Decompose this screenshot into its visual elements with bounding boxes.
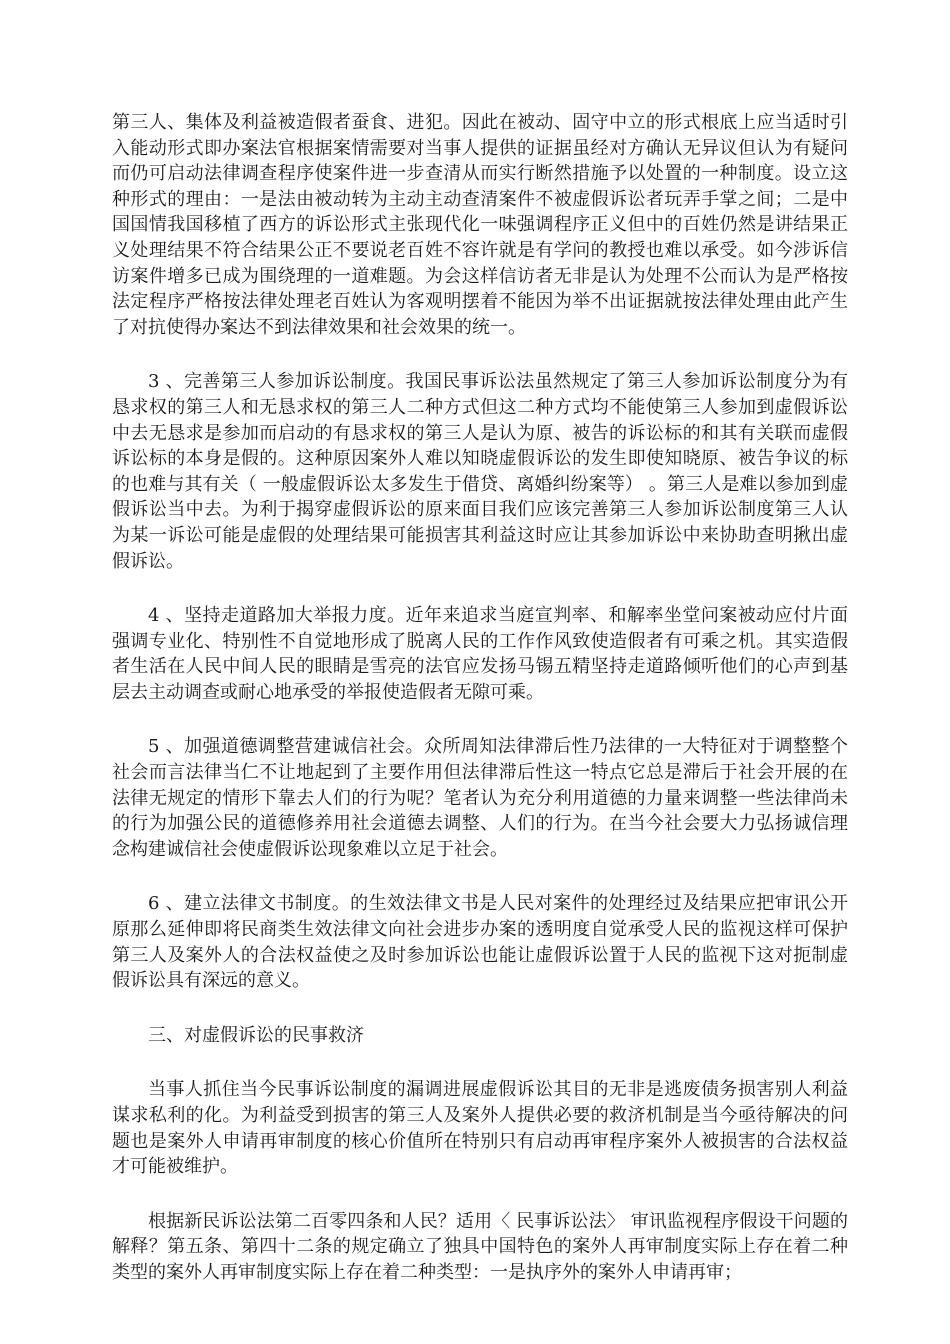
paragraph-remedy-intro: 当事人抓住当今民事诉讼制度的漏调进展虚假诉讼其目的无非是逃废债务损害别人利益谋求私利的化。为利益受到损害的第三人及案外人提供必要的救济机制是当今亟待解决的问题也是案外人申请再审制度的核心价值所在特别只有启动再审程序案外人被损害的合法权益才可能被维护。 — [112, 1079, 848, 1178]
paragraph-item-3: 3 、完善第三人参加诉讼制度。我国民事诉讼法虽然规定了第三人参加诉讼制度分为有恳求权的第三人和无恳求权的第三人二种方式但这二种方式均不能使第三人参加到虚假诉讼中去无恳求是参加而启动的有恳求权的第三人是认为原、被告的诉讼标的和其有关联而虚假诉讼标的本身是假的。这种原因案外人难以知晓虚假诉讼的发生即使知晓原、被告争议的标的也难与其有关（ 一般虚假诉讼太多发生于借贷、离婚纠纷案等） 。第三人是难以参加到虚假诉讼当中去。为利于揭穿虚假诉讼的原来面目我们应该完善第三人参加诉讼制度第三人认为某一诉讼可能是虚假的处理结果可能损害其利益这时应让其参加诉讼中来协助查明揪出虚假诉讼。 — [112, 371, 848, 572]
document-body — [112, 110, 848, 1315]
paragraph-item-6: 6 、建立法律文书制度。的生效法律文书是人民对案件的处理经过及结果应把审讯公开原那么延伸即将民商类生效法律文向社会进步办案的透明度自觉承受人民的监视这样可保护第三人及案外人的合法权益使之及时参加诉讼也能让虚假诉讼置于人民的监视下这对扼制虚假诉讼具有深远的意义。 — [112, 893, 848, 992]
paragraph-continuation: 第三人、集体及利益被造假者蚕食、进犯。因此在被动、固守中立的形式根底上应当适时引入能动形式即办案法官根据案情需要对当事人提供的证据虽经对方确认无异议但认为有疑问而仍可启动法律调查程序使案件进一步查清从而实行断然措施予以处置的一种制度。设立这种形式的理由：一是法由被动转为主动主动查清案件不被虚假诉讼者玩弄手掌之间；二是中国国情我国移植了西方的诉讼形式主张现代化一味强调程序正义但中的百姓仍然是讲结果正义处理结果不符合结果公正不要说老百姓不容许就是有学问的教授也难以承受。如今涉诉信访案件增多已成为围绕理的一道难题。为会这样信访者无非是认为处理不公而认为是严格按法定程序严格按法律处理老百姓认为客观明摆着不能因为举不出证据就按法律处理由此产生了对抗使得办案达不到法律效果和社会效果的统一。 — [112, 112, 848, 338]
paragraph-item-5: 5 、加强道德调整营建诚信社会。众所周知法律滞后性乃法律的一大特征对于调整整个社会而言法律当仁不让地起到了主要作用但法律滞后性这一特点它总是滞后于社会开展的在法律无规定的情形下靠去人们的行为呢？笔者认为充分利用道德的力量来调整一些法律尚未的行为加强公民的道德修养用社会道德去调整、人们的行为。在当今社会要大力弘扬诚信理念构建诚信社会使虚假诉讼现象难以立足于社会。 — [112, 736, 848, 860]
paragraph-item-4: 4 、坚持走道路加大举报力度。近年来追求当庭宣判率、和解率坐堂问案被动应付片面强调专业化、特别性不自觉地形成了脱离人民的工作作风致使造假者有可乘之机。其实造假者生活在人民中间人民的眼睛是雪亮的法官应发扬马锡五精坚持走道路倾听他们的心声到基层去主动调查或耐心地承受的举报使造假者无隙可乘。 — [112, 605, 848, 703]
paragraph-legal-basis: 根据新民诉讼法第二百零四条和人民？适用〈 民事诉讼法〉 审讯监视程序假设干问题的解释？第五条、第四十二条的规定确立了独具中国特色的案外人再审制度实际上存在着二种类型的案外人再审制度实际上存在着二种类型：一是执序外的案外人申请再审； — [112, 1210, 848, 1283]
section-heading: 三、对虚假诉讼的民事救济 — [148, 1024, 364, 1046]
